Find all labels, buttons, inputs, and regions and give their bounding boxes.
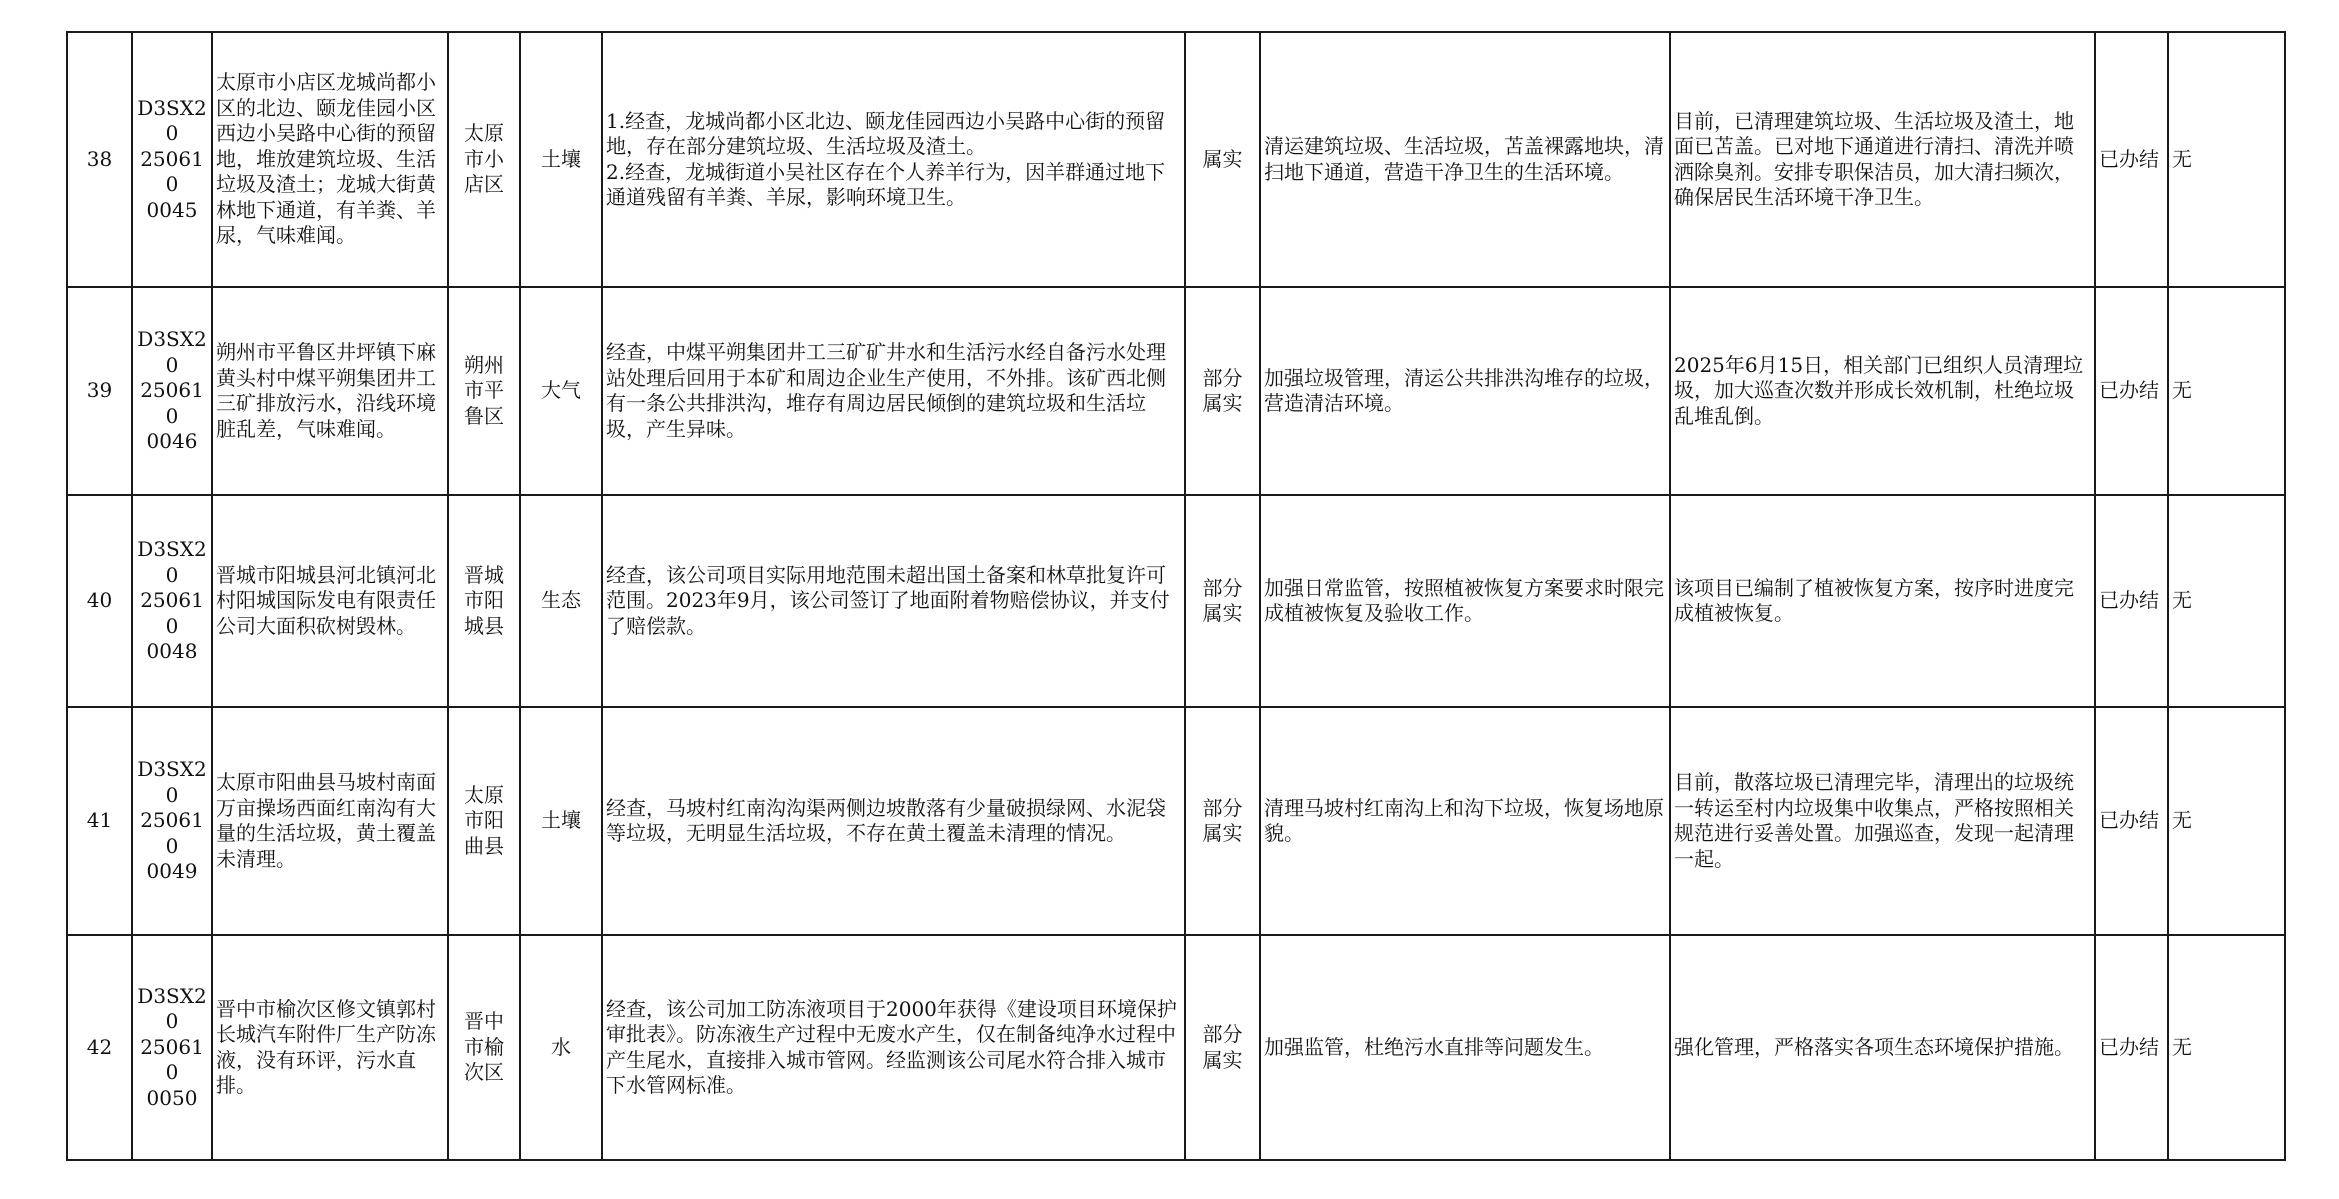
complaint-description-cell: 晋城市阳城县河北镇河北村阳城国际发电有限责任公司大面积砍树毁林。: [212, 495, 448, 707]
table-row: [67, 32, 2285, 287]
accountability-cell: 无: [2168, 287, 2285, 495]
rectification-result-cell: 目前，已清理建筑垃圾、生活垃圾及渣土，地面已苫盖。已对地下通道进行清扫、清洗并喷洒除臭剂。安排专职保洁员，加大清扫频次，确保居民生活环境干净卫生。: [1670, 32, 2095, 287]
case-code-line: D3SX20: [137, 983, 207, 1034]
table-row: [67, 707, 2285, 935]
area-line: 城县: [464, 613, 504, 638]
accountability-cell: 无: [2168, 707, 2285, 935]
case-code-line: 250610: [140, 588, 204, 638]
case-code-line: 0045: [146, 197, 198, 222]
handling-requirement-cell: 清运建筑垃圾、生活垃圾，苫盖裸露地块，清扫地下通道，营造干净卫生的生活环境。: [1260, 32, 1670, 287]
case-code-line: D3SX20: [137, 757, 207, 807]
area-line: 市阳: [464, 588, 504, 613]
area-line: 次区: [464, 1060, 504, 1085]
table-row: [67, 495, 2285, 707]
complaint-table: [66, 31, 2286, 1161]
case-code-line: 250610: [140, 146, 204, 197]
case-code-cell: [132, 935, 212, 1160]
case-code-cell: [132, 495, 212, 707]
complaint-description-cell: 晋中市榆次区修文镇郭村长城汽车附件厂生产防冻液，没有环评，污水直排。: [212, 935, 448, 1160]
case-code-cell: [132, 287, 212, 495]
complaint-description-cell: 太原市阳曲县马坡村南面万亩操场西面红南沟有大量的生活垃圾，黄土覆盖未清理。: [212, 707, 448, 935]
table-body: [67, 32, 2285, 1160]
administrative-area-cell: [448, 935, 520, 1160]
status-cell: 已办结: [2095, 935, 2168, 1160]
case-code-line: 0049: [146, 859, 198, 884]
pollution-type-cell: 土壤: [520, 707, 602, 935]
area-line: 太原: [464, 782, 504, 807]
area-line: 晋城: [464, 562, 504, 587]
case-code-cell: [132, 707, 212, 935]
investigation-result-cell: 经查，中煤平朔集团井工三矿矿井水和生活污水经自备污水处理站处理后回用于本矿和周边企业生产使用，不外排。该矿西北侧有一条公共排洪沟，堆存有周边居民倾倒的建筑垃圾和生活垃圾，产生异味。: [602, 287, 1185, 495]
case-code-line: 250610: [140, 1034, 204, 1085]
case-code-line: 0050: [146, 1085, 198, 1110]
rectification-result-cell: 目前，散落垃圾已清理完毕，清理出的垃圾统一转运至村内垃圾集中收集点，严格按照相关规范进行妥善处置。加强巡查，发现一起清理一起。: [1670, 707, 2095, 935]
row-number-cell: 41: [67, 707, 132, 935]
table-row: [67, 287, 2285, 495]
area-line: 店区: [464, 172, 504, 197]
administrative-area-cell: [448, 287, 520, 495]
accountability-cell: 无: [2168, 935, 2285, 1160]
investigation-result-cell: 经查，该公司加工防冻液项目于2000年获得《建设项目环境保护审批表》。防冻液生产过程中无废水产生，仅在制备纯净水过程中产生尾水，直接排入城市管网。经监测该公司尾水符合排入城市下水管网标准。: [602, 935, 1185, 1160]
pollution-type-cell: 水: [520, 935, 602, 1160]
verdict-cell: 属实: [1185, 32, 1260, 287]
handling-requirement-cell: 加强监管，杜绝污水直排等问题发生。: [1260, 935, 1670, 1160]
area-line: 鲁区: [464, 403, 504, 428]
case-code-line: D3SX20: [137, 537, 207, 587]
accountability-cell: 无: [2168, 495, 2285, 707]
handling-requirement-cell: 加强日常监管，按照植被恢复方案要求时限完成植被恢复及验收工作。: [1260, 495, 1670, 707]
investigation-result-cell: 1.经查，龙城尚都小区北边、颐龙佳园西边小吴路中心街的预留地，存在部分建筑垃圾、生活垃圾及渣土。 2.经查，龙城街道小吴社区存在个人养羊行为，因羊群通过地下通道残留有羊粪、羊尿，影响环境卫生。: [602, 32, 1185, 287]
status-cell: 已办结: [2095, 495, 2168, 707]
case-code-line: 250610: [140, 808, 204, 858]
complaint-description-cell: 朔州市平鲁区井坪镇下麻黄头村中煤平朔集团井工三矿排放污水，沿线环境脏乱差，气味难闻。: [212, 287, 448, 495]
accountability-cell: 无: [2168, 32, 2285, 287]
case-code-line: 0046: [146, 429, 198, 454]
status-cell: 已办结: [2095, 287, 2168, 495]
verdict-cell: 部分 属实: [1185, 707, 1260, 935]
area-line: 市阳: [464, 808, 504, 833]
investigation-result-cell: 经查，马坡村红南沟沟渠两侧边坡散落有少量破损绿网、水泥袋等垃圾，无明显生活垃圾，不存在黄土覆盖未清理的情况。: [602, 707, 1185, 935]
row-number-cell: 42: [67, 935, 132, 1160]
rectification-result-cell: 该项目已编制了植被恢复方案，按序时进度完成植被恢复。: [1670, 495, 2095, 707]
pollution-type-cell: 大气: [520, 287, 602, 495]
investigation-result-cell: 经查，该公司项目实际用地范围未超出国土备案和林草批复许可范围。2023年9月，该公司签订了地面附着物赔偿协议，并支付了赔偿款。: [602, 495, 1185, 707]
verdict-cell: 部分 属实: [1185, 287, 1260, 495]
case-code-cell: [132, 32, 212, 287]
case-code-line: D3SX20: [137, 327, 207, 377]
pollution-type-cell: 土壤: [520, 32, 602, 287]
area-line: 曲县: [464, 833, 504, 858]
administrative-area-cell: [448, 707, 520, 935]
table-row: [67, 935, 2285, 1160]
case-code-line: 250610: [140, 378, 204, 428]
area-line: 太原: [464, 121, 504, 146]
row-number-cell: 38: [67, 32, 132, 287]
status-cell: 已办结: [2095, 707, 2168, 935]
administrative-area-cell: [448, 32, 520, 287]
pollution-type-cell: 生态: [520, 495, 602, 707]
status-cell: 已办结: [2095, 32, 2168, 287]
row-number-cell: 39: [67, 287, 132, 495]
area-line: 市小: [464, 146, 504, 171]
area-line: 市榆: [464, 1034, 504, 1059]
area-line: 市平: [464, 378, 504, 403]
administrative-area-cell: [448, 495, 520, 707]
rectification-result-cell: 2025年6月15日，相关部门已组织人员清理垃圾，加大巡查次数并形成长效机制，杜绝垃圾乱堆乱倒。: [1670, 287, 2095, 495]
row-number-cell: 40: [67, 495, 132, 707]
area-line: 晋中: [464, 1009, 504, 1034]
complaint-description-cell: 太原市小店区龙城尚都小区的北边、颐龙佳园小区西边小吴路中心街的预留地，堆放建筑垃圾、生活垃圾及渣土；龙城大街黄林地下通道，有羊粪、羊尿，气味难闻。: [212, 32, 448, 287]
case-code-line: 0048: [146, 639, 198, 664]
area-line: 朔州: [464, 352, 504, 377]
verdict-cell: 部分 属实: [1185, 495, 1260, 707]
verdict-cell: 部分 属实: [1185, 935, 1260, 1160]
handling-requirement-cell: 加强垃圾管理，清运公共排洪沟堆存的垃圾，营造清洁环境。: [1260, 287, 1670, 495]
rectification-result-cell: 强化管理，严格落实各项生态环境保护措施。: [1670, 935, 2095, 1160]
handling-requirement-cell: 清理马坡村红南沟上和沟下垃圾，恢复场地原貌。: [1260, 707, 1670, 935]
case-code-line: D3SX20: [137, 95, 207, 146]
